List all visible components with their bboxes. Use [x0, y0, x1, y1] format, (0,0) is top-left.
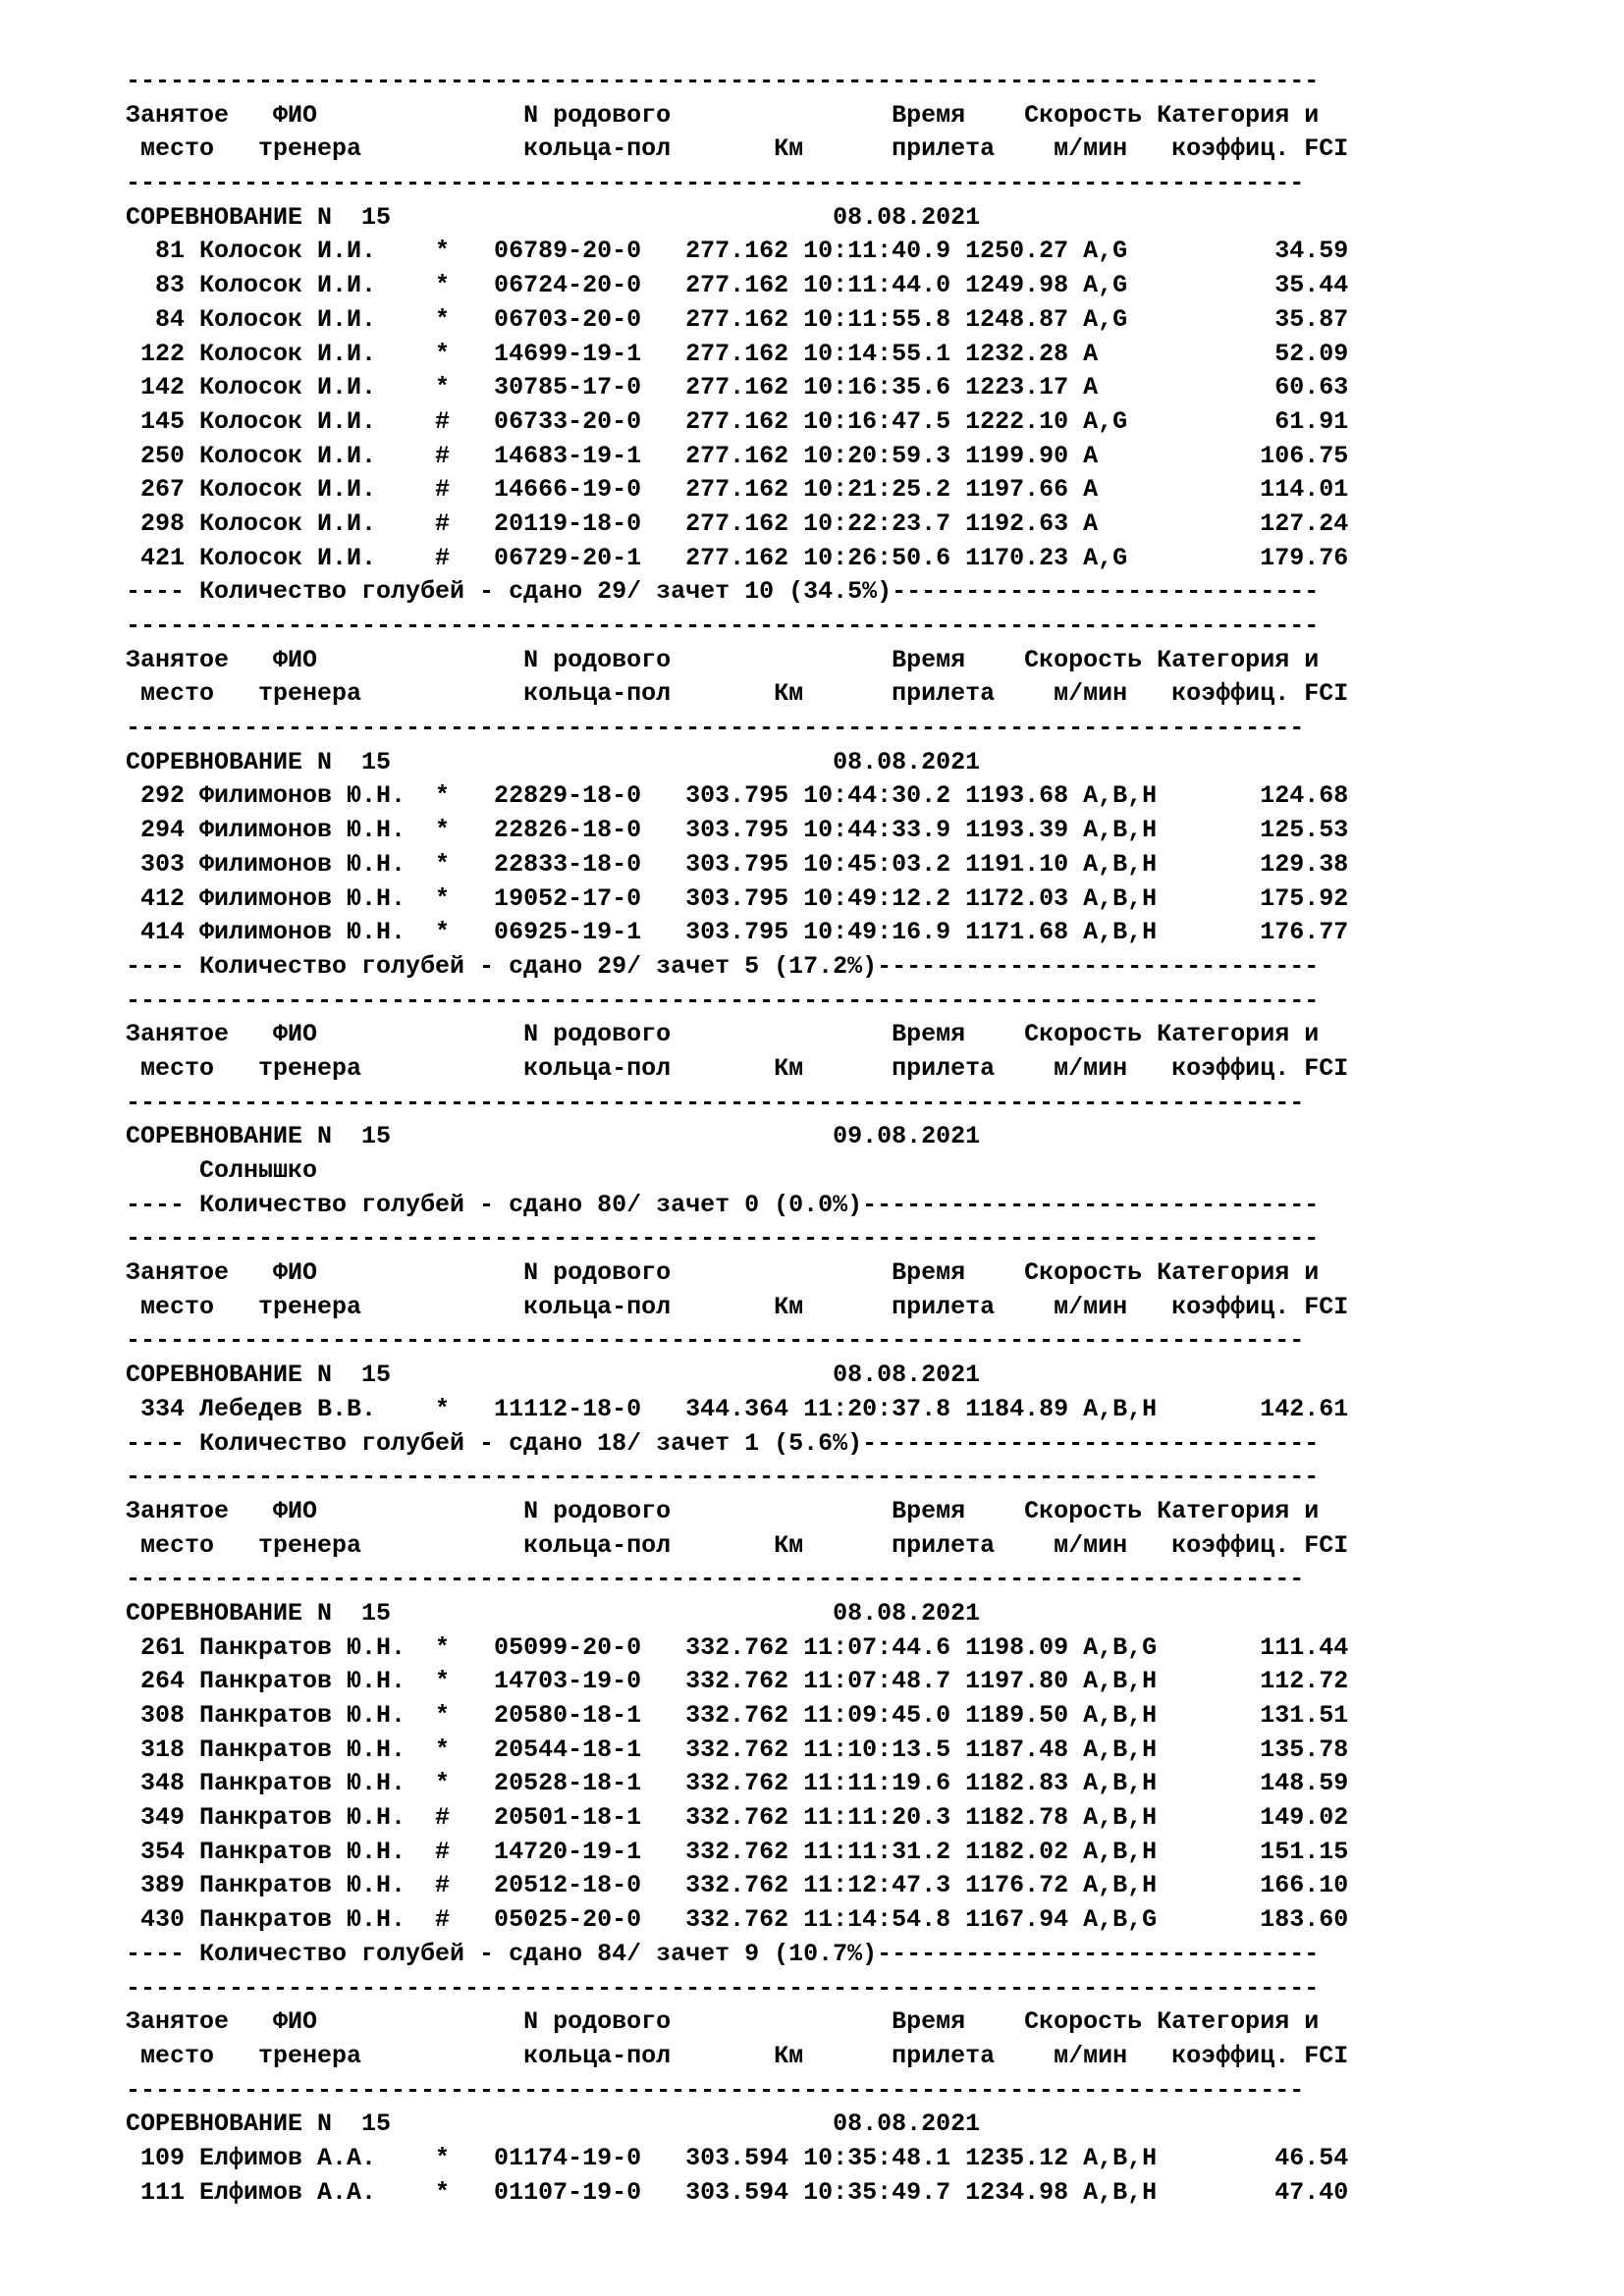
column-header-line-2: место тренера кольца-пол Км прилета м/мин коэффиц. FCI — [126, 1053, 1349, 1083]
result-row: 349 Панкратов Ю.Н. # 20501-18-1 332.762 11:11:20.3 1182.78 A,B,H 149.02 — [126, 1803, 1349, 1833]
column-header-line-1: Занятое ФИО N родового Время Скорость Категория и — [126, 1496, 1320, 1525]
separator-line: -------------------------------------------------------------------------------- — [126, 1326, 1305, 1356]
competition-heading: СОРЕВНОВАНИЕ N 15 08.08.2021 — [126, 1361, 981, 1390]
column-header-line-2: место тренера кольца-пол Км прилета м/мин коэффиц. FCI — [126, 1530, 1349, 1560]
result-row: 81 Колосок И.И. * 06789-20-0 277.162 10:11:40.9 1250.27 A,G 34.59 — [126, 237, 1349, 266]
result-row: 430 Панкратов Ю.Н. # 05025-20-0 332.762 11:14:54.8 1167.94 A,B,G 183.60 — [126, 1905, 1349, 1935]
section-summary: ---- Количество голубей - сдано 84/ зачет 9 (10.7%)------------------------------ — [126, 1939, 1320, 1968]
competition-heading: СОРЕВНОВАНИЕ N 15 08.08.2021 — [126, 2109, 981, 2139]
column-header-line-2: место тренера кольца-пол Км прилета м/мин коэффиц. FCI — [126, 679, 1349, 709]
result-row: 412 Филимонов Ю.Н. * 19052-17-0 303.795 10:49:12.2 1172.03 A,B,H 175.92 — [126, 883, 1349, 913]
result-row: 109 Елфимов А.А. * 01174-19-0 303.594 10:35:48.1 1235.12 A,B,H 46.54 — [126, 2143, 1349, 2172]
result-row: 264 Панкратов Ю.Н. * 14703-19-0 332.762 11:07:48.7 1197.80 A,B,H 112.72 — [126, 1667, 1349, 1696]
result-row: 142 Колосок И.И. * 30785-17-0 277.162 10:16:35.6 1223.17 A 60.63 — [126, 373, 1349, 402]
separator-line: -------------------------------------------------------------------------------- — [126, 2075, 1305, 2105]
result-row: 318 Панкратов Ю.Н. * 20544-18-1 332.762 11:10:13.5 1187.48 A,B,H 135.78 — [126, 1735, 1349, 1764]
column-header-line-1: Занятое ФИО N родового Время Скорость Категория и — [126, 1020, 1320, 1049]
result-row: 83 Колосок И.И. * 06724-20-0 277.162 10:11:44.0 1249.98 A,G 35.44 — [126, 271, 1349, 300]
result-row: 261 Панкратов Ю.Н. * 05099-20-0 332.762 11:07:44.6 1198.09 A,B,G 111.44 — [126, 1632, 1349, 1662]
result-row: 250 Колосок И.И. # 14683-19-1 277.162 10:20:59.3 1199.90 A 106.75 — [126, 441, 1349, 470]
column-header-line-2: место тренера кольца-пол Км прилета м/мин коэффиц. FCI — [126, 1292, 1349, 1321]
result-row: 303 Филимонов Ю.Н. * 22833-18-0 303.795 10:45:03.2 1191.10 A,B,H 129.38 — [126, 849, 1349, 879]
separator-line: --------------------------------------------------------------------------------- — [126, 612, 1320, 640]
result-row: 84 Колосок И.И. * 06703-20-0 277.162 10:11:55.8 1248.87 A,G 35.87 — [126, 304, 1349, 334]
result-row: 294 Филимонов Ю.Н. * 22826-18-0 303.795 10:44:33.9 1193.39 A,B,H 125.53 — [126, 816, 1349, 845]
result-row: 122 Колосок И.И. * 14699-19-1 277.162 10:14:55.1 1232.28 A 52.09 — [126, 339, 1349, 368]
section-summary: ---- Количество голубей - сдано 18/ зачет 1 (5.6%)------------------------------- — [126, 1428, 1320, 1458]
result-row: 145 Колосок И.И. # 06733-20-0 277.162 10:16:47.5 1222.10 A,G 61.91 — [126, 406, 1349, 436]
result-row: 354 Панкратов Ю.Н. # 14720-19-1 332.762 11:11:31.2 1182.02 A,B,H 151.15 — [126, 1837, 1349, 1866]
separator-line: -------------------------------------------------------------------------------- — [126, 714, 1305, 743]
results-report — [126, 65, 1598, 2210]
result-row: 111 Елфимов А.А. * 01107-19-0 303.594 10:35:49.7 1234.98 A,B,H 47.40 — [126, 2177, 1349, 2207]
column-header-line-2: место тренера кольца-пол Км прилета м/мин коэффиц. FCI — [126, 2041, 1349, 2070]
column-header-line-1: Занятое ФИО N родового Время Скорость Категория и — [126, 1258, 1320, 1288]
result-row: 308 Панкратов Ю.Н. * 20580-18-1 332.762 11:09:45.0 1189.50 A,B,H 131.51 — [126, 1701, 1349, 1730]
separator-line: -------------------------------------------------------------------------------- — [126, 1088, 1305, 1117]
competition-heading: СОРЕВНОВАНИЕ N 15 08.08.2021 — [126, 747, 981, 776]
column-header-line-1: Занятое ФИО N родового Время Скорость Категория и — [126, 2007, 1320, 2037]
competition-heading: СОРЕВНОВАНИЕ N 15 08.08.2021 — [126, 1598, 981, 1628]
section-summary: ---- Количество голубей - сдано 29/ зачет 10 (34.5%)----------------------------- — [126, 577, 1320, 607]
result-row: 348 Панкратов Ю.Н. * 20528-18-1 332.762 11:11:19.6 1182.83 A,B,H 148.59 — [126, 1769, 1349, 1798]
separator-line: -------------------------------------------------------------------------------- — [126, 169, 1305, 198]
result-row: 267 Колосок И.И. # 14666-19-0 277.162 10:21:25.2 1197.66 A 114.01 — [126, 475, 1349, 505]
separator-line: --------------------------------------------------------------------------------- — [126, 67, 1320, 95]
separator-line: --------------------------------------------------------------------------------- — [126, 986, 1320, 1015]
column-header-line-1: Занятое ФИО N родового Время Скорость Категория и — [126, 100, 1320, 130]
column-header-line-1: Занятое ФИО N родового Время Скорость Категория и — [126, 645, 1320, 674]
result-row: 298 Колосок И.И. # 20119-18-0 277.162 10:22:23.7 1192.63 A 127.24 — [126, 508, 1349, 538]
separator-line: --------------------------------------------------------------------------------- — [126, 1463, 1320, 1492]
separator-line: --------------------------------------------------------------------------------- — [126, 1973, 1320, 2002]
competition-heading: СОРЕВНОВАНИЕ N 15 09.08.2021 — [126, 1122, 981, 1151]
separator-line: --------------------------------------------------------------------------------- — [126, 1224, 1320, 1254]
section-summary: ---- Количество голубей - сдано 29/ зачет 5 (17.2%)------------------------------ — [126, 951, 1320, 981]
competition-heading: СОРЕВНОВАНИЕ N 15 08.08.2021 — [126, 202, 981, 232]
result-row: 334 Лебедев В.В. * 11112-18-0 344.364 11:20:37.8 1184.89 A,B,H 142.61 — [126, 1394, 1349, 1423]
separator-line: -------------------------------------------------------------------------------- — [126, 1565, 1305, 1594]
result-row: Солнышко — [126, 1156, 318, 1185]
result-row: 389 Панкратов Ю.Н. # 20512-18-0 332.762 11:12:47.3 1176.72 A,B,H 166.10 — [126, 1871, 1349, 1900]
result-row: 414 Филимонов Ю.Н. * 06925-19-1 303.795 10:49:16.9 1171.68 A,B,H 176.77 — [126, 918, 1349, 947]
result-row: 292 Филимонов Ю.Н. * 22829-18-0 303.795 10:44:30.2 1193.68 A,B,H 124.68 — [126, 781, 1349, 811]
section-summary: ---- Количество голубей - сдано 80/ зачет 0 (0.0%)------------------------------- — [126, 1190, 1320, 1219]
column-header-line-2: место тренера кольца-пол Км прилета м/мин коэффиц. FCI — [126, 134, 1349, 164]
result-row: 421 Колосок И.И. # 06729-20-1 277.162 10:26:50.6 1170.23 A,G 179.76 — [126, 543, 1349, 572]
